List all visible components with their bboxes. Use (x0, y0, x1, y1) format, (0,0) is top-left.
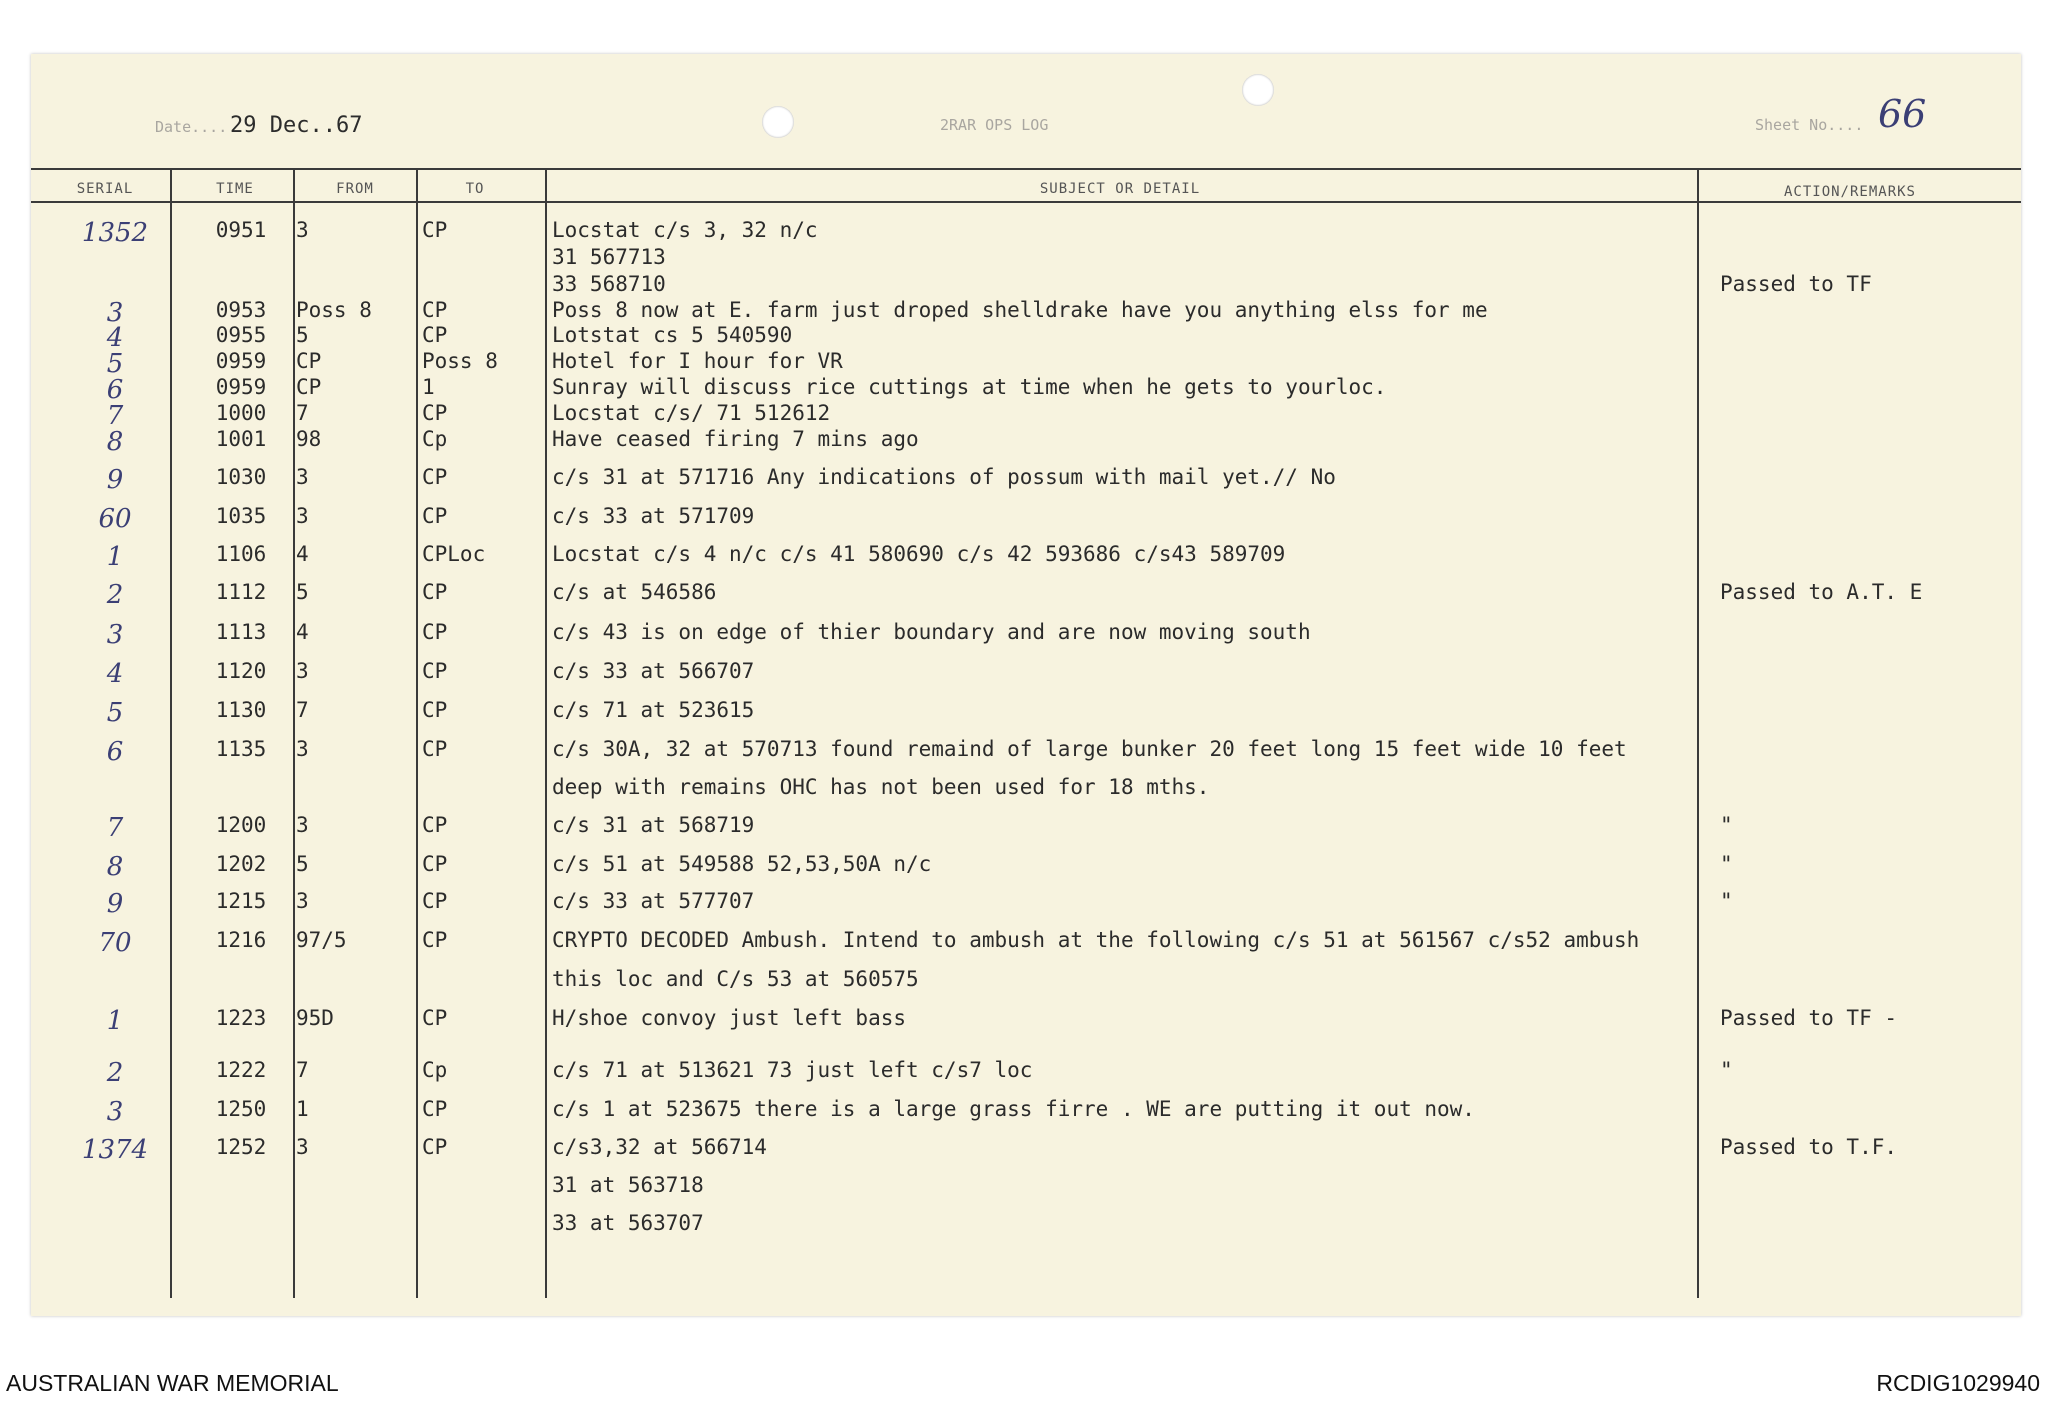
col-heading-serial: SERIAL (76, 181, 134, 197)
row-serial: 6 (106, 375, 124, 405)
row-subject: Hotel for I hour for VR (552, 349, 843, 373)
punch-hole-right (1242, 74, 1274, 106)
row-subject: c/s 71 at 513621 73 just left c/s7 loc (552, 1058, 1033, 1082)
row-subject: 31 at 563718 (552, 1173, 704, 1197)
row-to: CP (422, 737, 448, 761)
row-to: CP (422, 504, 448, 528)
row-to: CP (422, 323, 448, 347)
row-from: 5 (296, 852, 309, 876)
row-to: CP (422, 1006, 448, 1030)
row-to: CP (422, 620, 448, 644)
row-serial: 9 (106, 465, 124, 495)
log-row (0, 967, 2048, 997)
row-time: 1135 (215, 737, 267, 761)
row-time: 1216 (215, 928, 267, 952)
row-time: 1130 (215, 698, 267, 722)
row-to: Cp (422, 1058, 448, 1082)
log-row (0, 698, 2048, 728)
row-serial: 4 (106, 659, 124, 689)
row-time: 0953 (215, 298, 267, 322)
row-serial: 70 (98, 928, 132, 958)
row-action: Passed to A.T. E (1720, 580, 1923, 604)
row-from: CP (296, 349, 322, 373)
row-from: 95D (296, 1006, 334, 1030)
row-subject: this loc and C/s 53 at 560575 (552, 967, 919, 991)
row-action: " (1720, 889, 1733, 913)
row-from: 7 (296, 401, 309, 425)
header-top-rule (31, 168, 2021, 170)
row-from: 97/5 (296, 928, 347, 952)
row-subject: Locstat c/s/ 71 512612 (552, 401, 831, 425)
row-subject: c/s 30A, 32 at 570713 found remaind of large bunker 20 feet long 15 feet wide 10 feet (552, 737, 1627, 761)
row-time: 1223 (215, 1006, 267, 1030)
row-serial: 1 (106, 542, 124, 572)
row-subject: Locstat c/s 4 n/c c/s 41 580690 c/s 42 593686 c/s43 589709 (552, 542, 1286, 566)
row-action: " (1720, 852, 1733, 876)
row-subject: CRYPTO DECODED Ambush. Intend to ambush at the following c/s 51 at 561567 c/s52 ambush (552, 928, 1640, 952)
row-serial: 9 (106, 889, 124, 919)
row-from: 3 (296, 659, 309, 683)
row-to: CP (422, 813, 448, 837)
row-subject: deep with remains OHC has not been used for 18 mths. (552, 775, 1210, 799)
row-time: 0959 (215, 349, 267, 373)
row-serial: 2 (106, 1058, 124, 1088)
row-subject: c/s 31 at 571716 Any indications of possum with mail yet.// No (552, 465, 1336, 489)
row-serial: 2 (106, 580, 124, 610)
row-subject: c/s 71 at 523615 (552, 698, 755, 722)
row-serial: 1352 (81, 218, 149, 248)
row-serial: 1374 (81, 1135, 149, 1165)
log-row (0, 580, 2048, 610)
sheet-label: Sheet No.... (1755, 116, 1864, 134)
row-to: CP (422, 698, 448, 722)
row-time: 1215 (215, 889, 267, 913)
log-row (0, 245, 2048, 275)
row-time: 1000 (215, 401, 267, 425)
log-row (0, 1211, 2048, 1241)
row-subject: Locstat c/s 3, 32 n/c (552, 218, 818, 242)
row-from: 4 (296, 542, 309, 566)
row-serial: 4 (106, 323, 124, 353)
row-action: Passed to T.F. (1720, 1135, 1898, 1159)
row-time: 0955 (215, 323, 267, 347)
row-to: CPLoc (422, 542, 486, 566)
row-time: 1001 (215, 427, 267, 451)
row-from: 5 (296, 580, 309, 604)
row-time: 1200 (215, 813, 267, 837)
log-row (0, 659, 2048, 689)
date-value: 29 Dec..67 (230, 113, 363, 138)
row-subject: c/s 43 is on edge of thier boundary and are now moving south (552, 620, 1311, 644)
row-action: Passed to TF - (1720, 1006, 1898, 1030)
row-serial: 8 (106, 427, 124, 457)
row-action: Passed to TF (1720, 272, 1872, 296)
log-row (0, 542, 2048, 572)
row-to: CP (422, 928, 448, 952)
row-to: Cp (422, 427, 448, 451)
log-row (0, 1173, 2048, 1203)
row-time: 1252 (215, 1135, 267, 1159)
row-serial: 5 (106, 349, 124, 379)
row-from: 3 (296, 813, 309, 837)
row-to: CP (422, 1097, 448, 1121)
row-time: 0951 (215, 218, 267, 242)
row-from: 3 (296, 218, 309, 242)
col-heading-subject: SUBJECT OR DETAIL (1039, 181, 1201, 197)
col-heading-time: TIME (216, 181, 254, 197)
row-subject: c/s 51 at 549588 52,53,50A n/c (552, 852, 932, 876)
row-from: 7 (296, 1058, 309, 1082)
log-row (0, 813, 2048, 843)
row-to: CP (422, 1135, 448, 1159)
row-from: 5 (296, 323, 309, 347)
row-subject: c/s 1 at 523675 there is a large grass firre . WE are putting it out now. (552, 1097, 1475, 1121)
row-time: 1113 (215, 620, 267, 644)
row-from: Poss 8 (296, 298, 372, 322)
row-serial: 7 (106, 813, 124, 843)
row-subject: Have ceased firing 7 mins ago (552, 427, 919, 451)
row-from: 7 (296, 698, 309, 722)
row-serial: 6 (106, 737, 124, 767)
row-from: 3 (296, 504, 309, 528)
row-time: 1030 (215, 465, 267, 489)
row-to: CP (422, 465, 448, 489)
row-to: Poss 8 (422, 349, 498, 373)
row-to: 1 (422, 375, 435, 399)
row-serial: 3 (106, 298, 124, 328)
row-to: CP (422, 401, 448, 425)
row-serial: 1 (106, 1006, 124, 1036)
row-subject: c/s at 546586 (552, 580, 717, 604)
punch-hole-left (762, 106, 794, 138)
row-from: 3 (296, 889, 309, 913)
row-subject: c/s 33 at 566707 (552, 659, 755, 683)
footer-id: RCDIG1029940 (1876, 1370, 2040, 1396)
row-serial: 3 (106, 620, 124, 650)
row-to: CP (422, 218, 448, 242)
row-subject: Sunray will discuss rice cuttings at time when he gets to yourloc. (552, 375, 1387, 399)
row-subject: c/s3,32 at 566714 (552, 1135, 767, 1159)
log-row (0, 427, 2048, 457)
row-to: CP (422, 298, 448, 322)
row-time: 1250 (215, 1097, 267, 1121)
log-row (0, 775, 2048, 805)
col-heading-from: FROM (336, 181, 374, 197)
row-time: 0959 (215, 375, 267, 399)
log-row (0, 852, 2048, 882)
row-subject: Lotstat cs 5 540590 (552, 323, 793, 347)
log-row (0, 1006, 2048, 1036)
row-from: 98 (296, 427, 322, 451)
footer-source: AUSTRALIAN WAR MEMORIAL (6, 1370, 339, 1396)
row-to: CP (422, 580, 448, 604)
row-subject: 33 568710 (552, 272, 666, 296)
row-subject: c/s 31 at 568719 (552, 813, 755, 837)
log-row (0, 218, 2048, 248)
log-row (0, 620, 2048, 650)
date-label: Date.... (155, 118, 228, 136)
row-to: CP (422, 659, 448, 683)
row-subject: c/s 33 at 571709 (552, 504, 755, 528)
row-subject: H/shoe convoy just left bass (552, 1006, 907, 1030)
log-title: 2RAR OPS LOG (940, 116, 1049, 134)
log-row (0, 1097, 2048, 1127)
row-serial: 5 (106, 698, 124, 728)
row-time: 1202 (215, 852, 267, 876)
row-action: " (1720, 1058, 1733, 1082)
row-to: CP (422, 889, 448, 913)
log-row (0, 737, 2048, 767)
row-subject: Poss 8 now at E. farm just droped shelldrake have you anything elss for me (552, 298, 1488, 322)
row-action: " (1720, 813, 1733, 837)
row-from: 3 (296, 737, 309, 761)
row-time: 1120 (215, 659, 267, 683)
row-subject: 31 567713 (552, 245, 666, 269)
row-subject: c/s 33 at 577707 (552, 889, 755, 913)
row-time: 1112 (215, 580, 267, 604)
row-from: 3 (296, 465, 309, 489)
row-from: 1 (296, 1097, 309, 1121)
col-heading-action: ACTION/REMARKS (1783, 184, 1916, 200)
row-subject: 33 at 563707 (552, 1211, 704, 1235)
row-from: CP (296, 375, 322, 399)
col-heading-to: TO (465, 181, 485, 197)
row-serial: 60 (98, 504, 132, 534)
row-to: CP (422, 852, 448, 876)
row-from: 3 (296, 1135, 309, 1159)
log-row (0, 1058, 2048, 1088)
log-row (0, 1135, 2048, 1165)
log-row (0, 504, 2048, 534)
row-from: 4 (296, 620, 309, 644)
row-time: 1106 (215, 542, 267, 566)
log-row (0, 465, 2048, 495)
log-row (0, 928, 2048, 958)
log-row (0, 889, 2048, 919)
row-time: 1035 (215, 504, 267, 528)
header-bottom-rule (31, 201, 2021, 203)
row-serial: 8 (106, 852, 124, 882)
row-serial: 3 (106, 1097, 124, 1127)
sheet-number: 66 (1878, 92, 1927, 136)
row-time: 1222 (215, 1058, 267, 1082)
row-serial: 7 (106, 401, 124, 431)
